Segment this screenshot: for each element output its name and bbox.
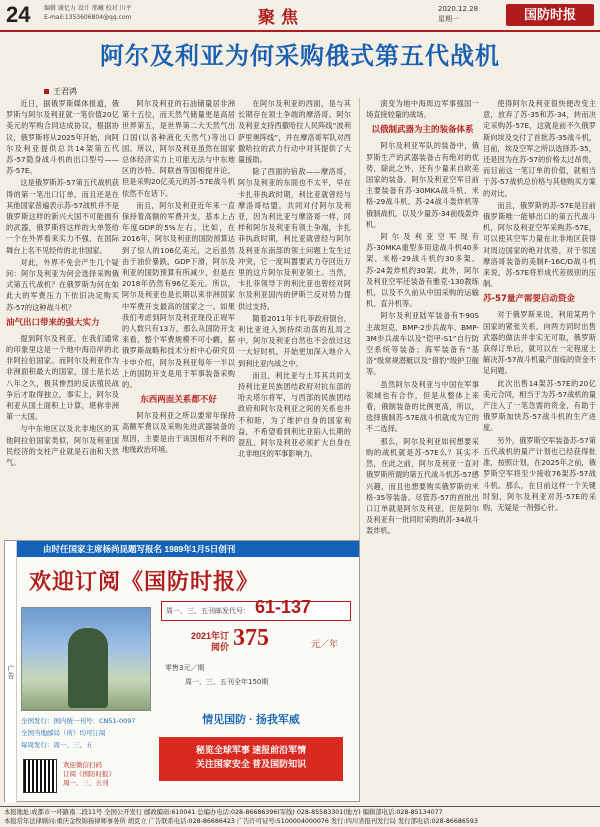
- paragraph: 那么，阿尔及利亚如何想要采购的战机就是苏-57E么？其实不然，在此之前，阿尔及利亚一直对俄罗斯所谓的第五代战斗机苏-57感兴趣，而且也想要购买俄罗斯的米格-35等装备。尽管苏-57的首批出口订单就是阿尔及利亚，但是阿尔及利亚有一批同时采购的苏-34战斗轰炸机。: [366, 436, 479, 536]
- footer-line: 本报地址:成都市一环路南二段11号 全国公开发行 邮政编码:610041 总编办电话:028-86686396(军线) 028-85583301(地方) 编辑部电话:028-85134077: [4, 809, 443, 816]
- soldier-figure: [68, 628, 108, 708]
- paragraph: 而且，俄罗斯的苏-57E是目前俄罗斯唯一能够出口的第五代战斗机，阿尔及利亚空军采购苏-57E，可以使其空军力量在北非地区获得对周边国家的绝对优势，对于邻国摩洛哥装备的美制F-16C/D战斗机来说，苏-57E将形成代差级别的压制。: [483, 200, 596, 289]
- paragraph: 阿尔及利亚空军现有苏-30MKA重型多用途战斗机40多架、米格-29战斗机约30多架、苏-24轰炸机约30架。此外，阿尔及利亚空军还装备有雅克-130教练机，以及不久前从中国采购的运输机、直升机等。: [366, 232, 479, 309]
- page-header: [0, 0, 600, 32]
- qr-code[interactable]: [23, 759, 57, 793]
- subheading: 苏-57量产需要启动资金: [483, 294, 575, 305]
- paragraph: 虽然阿尔及利亚与中国在军事领域也有合作，但是从整体上来看，俄制装备的比例更高，所以，选择俄制苏-57E战斗机就成为它的不二选择。: [366, 379, 479, 434]
- ad-title: 欢迎订阅《国防时报》: [29, 569, 260, 594]
- qr-caption: [63, 761, 153, 788]
- page-footer: [0, 806, 600, 827]
- article-column-5: [483, 98, 596, 778]
- paragraph: 对此，外界不免会产生几个疑问：阿尔及利亚为何会选择采购俄式第五代战机？在俄罗斯为何在如此大的军费压力下依旧决定购买苏-57的这种战斗机？: [6, 257, 119, 312]
- article-author: 王君鸿: [44, 86, 77, 97]
- paragraph: 使得阿尔及利亚很快便改变主意，放弃了苏-35和苏-34，转而决定采购苏-57E，这就是前不久俄罗斯向埃及交付了首批苏-35战斗机，目前，埃及空军之所以选择苏-35，还是因为在苏-57的价格太过昂贵。而目前这一笔订单的价值，就相当于苏-57战机总价格与其他购买方案的对比。: [483, 99, 596, 198]
- paragraph: 阿尔及利亚陆军装备有T-90S主战坦克、BMP-2步兵战车、BMP-3M步兵战车以及“铠甲-S1”自行防空系统等装备；海军装备有“基洛”级常规潜艇以及“猎豹”级护卫舰等。: [366, 311, 479, 377]
- paragraph: 阿尔及利亚之所以要常年保持高额军费以及采购先进武器装备的原因，主要是由于该国相对不利的地缘政治环境。: [122, 411, 235, 454]
- paragraph: 除了西面的宿敌——摩洛哥，阿尔及利亚的东面也不太平，早在卡扎菲执政时期，利比亚就曾经与摩洛哥结盟，共同对付阿尔及利亚，因为利比亚与摩洛哥一样，同样和阿尔及利亚有领土争端，卡扎菲执政时期，利比亚就曾经与阿尔及利亚东南部的领土问题上发生过冲突，它一度叫嚣要武力夺回近万里的这片阿尔及利亚领土。当然，卡扎菲领导下的利比亚也曾经对阿尔及利亚国内的伊斯兰反对势力提供过支持。: [238, 167, 351, 311]
- ad-pages: 周一、三、五刊全年150期: [185, 678, 269, 686]
- article-column-1: [6, 98, 119, 536]
- editor-credits: [44, 4, 132, 22]
- ad-phone: 61-137: [255, 597, 312, 617]
- ad-top-banner: 由时任国家主席杨尚昆题写报名 1989年1月5日创刊: [17, 541, 359, 557]
- newspaper-cover-photo: [21, 607, 151, 711]
- paragraph: 演变为地中海周边军事强国一场直接较量的战场。: [366, 99, 479, 120]
- paragraph: 在阿尔及利亚的西面，是与其长期存在领土争端的摩洛哥。阿尔及利亚支持西撒哈拉人民阵线“波利萨里奥阵线”，并在摩洛哥军队对西撒哈拉的武力行动中对其提供了大量援助。: [238, 99, 351, 165]
- paragraph: 阿尔及利亚的石油储量居非洲第十五位，而天然气储量更是高居世界第五，是世界第二大天然气出口国(以各种液化天然气)等出口国。所以，阿尔及利亚虽然在国家总体经济实力上可能无法与中东地区的沙特、阿联酋等国相提并论，但是采购20亿美元的苏-57E战斗机依然不在话下。: [122, 99, 235, 198]
- paragraph: 随着2011年卡扎菲政府倒台，利比亚进入到持续动荡的乱局之中。阿尔及利亚自然也不会放过这一大好时机，开始更加深入地介入到利比亚内战之中。: [238, 313, 351, 368]
- paragraph: 此次出售14架苏-57E的20亿美元合同，相当于为苏-57战机的量产注入了一笔急需的资金，有助于俄罗斯加快苏-57战斗机的生产进度。: [483, 378, 596, 433]
- subscription-advertisement[interactable]: [4, 540, 360, 802]
- paragraph: 与中东地区以及北非地区的其他阿拉伯国家类似，阿尔及利亚国民经济的支柱产业就是石油和天然气。: [6, 424, 119, 468]
- footer-line: 本报常年法律顾问:重庆金牧锦扬律师事务所 胡克立 广告联系电话:028-86686423 广告许可证号:5100004000076 发行:四川省报刊发行局 发行部电话:028-86686593: [4, 818, 478, 825]
- paragraph: 这是俄罗斯苏-57第五代战机获得的第一笔出口订单，而且还是在其他国家普遍表示苏-57战机并不是俄罗斯这样的新兴大国不可能拥有的武器，俄罗斯将这样的大单签给一个在外界看来实力不强、在国际舞台上名不见经传的北非国家。: [6, 178, 119, 255]
- subheading: 以俄制武器为主的装备体系: [371, 125, 474, 136]
- ad-contact-cn: 全国发行：国内统一刊号：CN51-0097: [21, 717, 136, 725]
- paragraph: 对于俄罗斯来说，利用某两个国家的紧张关系，向两方同时出售武器的做法并非实无可取，俄罗斯获得订单后，就可以在一定程度上解决苏-57战斗机量产面临的资金不足问题。: [483, 310, 596, 376]
- date: 2020.12.28: [438, 5, 479, 13]
- article-column-2: [122, 98, 235, 536]
- article-column-3: [238, 98, 351, 536]
- section-title: 聚焦: [258, 8, 304, 27]
- subheading: 东西两面关系都不好: [140, 395, 217, 406]
- ad-price-unit: 元／年: [311, 640, 339, 650]
- article-headline: 阿尔及利亚为何采购俄式第五代战机: [100, 43, 500, 70]
- subheading: 油气出口带来的强大实力: [6, 317, 100, 328]
- paragraph: 而且，阿尔及利亚近年来一直保持着高额的军费开支，基本上占年度GDP的5%左右，比如，在2016年，阿尔及利亚的国防预算达到了惊人的106亿美元，之后虽然由于油价暴跌，GDP下滑，阿尔及利亚的国防预算有所减少，但是在2018年仍然有96亿美元。所以，阿尔及利亚也是长期以来非洲国家中军费开支最高的国家之一。如果我们考虑到阿尔及利亚现役正规军的人数只有13万，那么从国防开支来看，整个军费规模不可小觑，据俄罗斯战略和技术分析中心研究员卡申介绍，阿尔及利亚每年一半以上的国防开支是用于军事装备采购的。: [122, 200, 235, 390]
- slogan-line: 秘览全球军事 速报前沿军情: [195, 745, 307, 755]
- slogan-line: 关注国家安全 普及国防知识: [195, 759, 307, 769]
- issue-date: [438, 4, 478, 24]
- ad-contact-office: 每周发行：周一、三、五: [21, 741, 93, 749]
- ad-retail: 零售3元／期: [165, 664, 205, 672]
- paragraph: 而且，利比亚与土耳其共同支持利比亚民族团结政府对抗东部的哈夫塔尔将军，与西部的民族团结政府和阿尔及利亚之间的关系也并不和睦，为了维护自身的国家利益，不希望看到利比亚陷入长期的混乱，阿尔及利亚必须扩大自身在北非地区的军事影响力。: [238, 370, 351, 459]
- ad-price-value: 375: [233, 625, 269, 651]
- ad-side-tab: 广告: [5, 541, 17, 803]
- ad-price-label: 2021年订阅价: [190, 631, 229, 652]
- qr-caption-line: 欢迎微信扫码: [63, 761, 102, 769]
- paragraph: 阿尔及利亚军队的装备中，俄罗斯生产的武器装备占有绝对的优势，除此之外，还有少量来自欧美国家的装备。阿尔及利亚空军目前主要装备有苏-30MKA战斗机、米格-29战斗机、苏-24战斗轰炸机等俄制战机，以及少量苏-34前线轰炸机。: [366, 141, 479, 229]
- newspaper-logo: 国防时报: [506, 4, 594, 26]
- ad-contact-post: 全国当地邮局（所）均可订阅: [21, 729, 106, 737]
- paragraph: 另外，俄罗斯空军装备苏-57第五代战机的量产计划也已经获得批准，按照计划，在2025年之前，俄罗斯空军将至少接收76架苏-57战斗机。那么，在目前这样一个关键时刻，阿尔及利亚对苏-57E的采购，无疑是一剂强心针。: [483, 435, 596, 512]
- editors: 编辑 谢忆力 设计 邢曦 校对 川平: [44, 5, 132, 12]
- article-column-4: [366, 98, 479, 778]
- editor-email: E-mail:1353606804@qq.com: [44, 14, 132, 21]
- paragraph: 提到阿尔及利亚，在我们通常的印象里这是一个地中海沿岸的北非阿拉伯国家。而阿尔及利亚作为非洲面积最大的国家，国土是长达八年之久，极其惨烈的反法殖民战争后才取得独立，事实上，阿尔及利亚从国土面积上计算，堪称非洲第一大国。: [6, 333, 119, 422]
- qr-caption-line: 订阅《国防时报》: [63, 770, 115, 778]
- weekday: 星期一: [438, 15, 459, 23]
- ad-poster: 情见国防 · 扬我军威: [202, 714, 300, 726]
- ad-slogan: [159, 737, 343, 781]
- ad-frequency: 周一、三、五刊邮发代号：: [161, 601, 351, 621]
- paragraph: 近日，据俄罗斯媒体报道，俄罗斯与阿尔及利亚就一笔价值20亿美元的军购合同达成协议，根据协议，俄罗斯将从2025年开始，向阿尔及利亚提供总共14架第五代苏-57隐身战斗机的出口型号——苏-57E。: [6, 99, 119, 176]
- page-number: 24: [6, 2, 31, 27]
- qr-caption-line: 周一、三、五刊: [63, 779, 109, 787]
